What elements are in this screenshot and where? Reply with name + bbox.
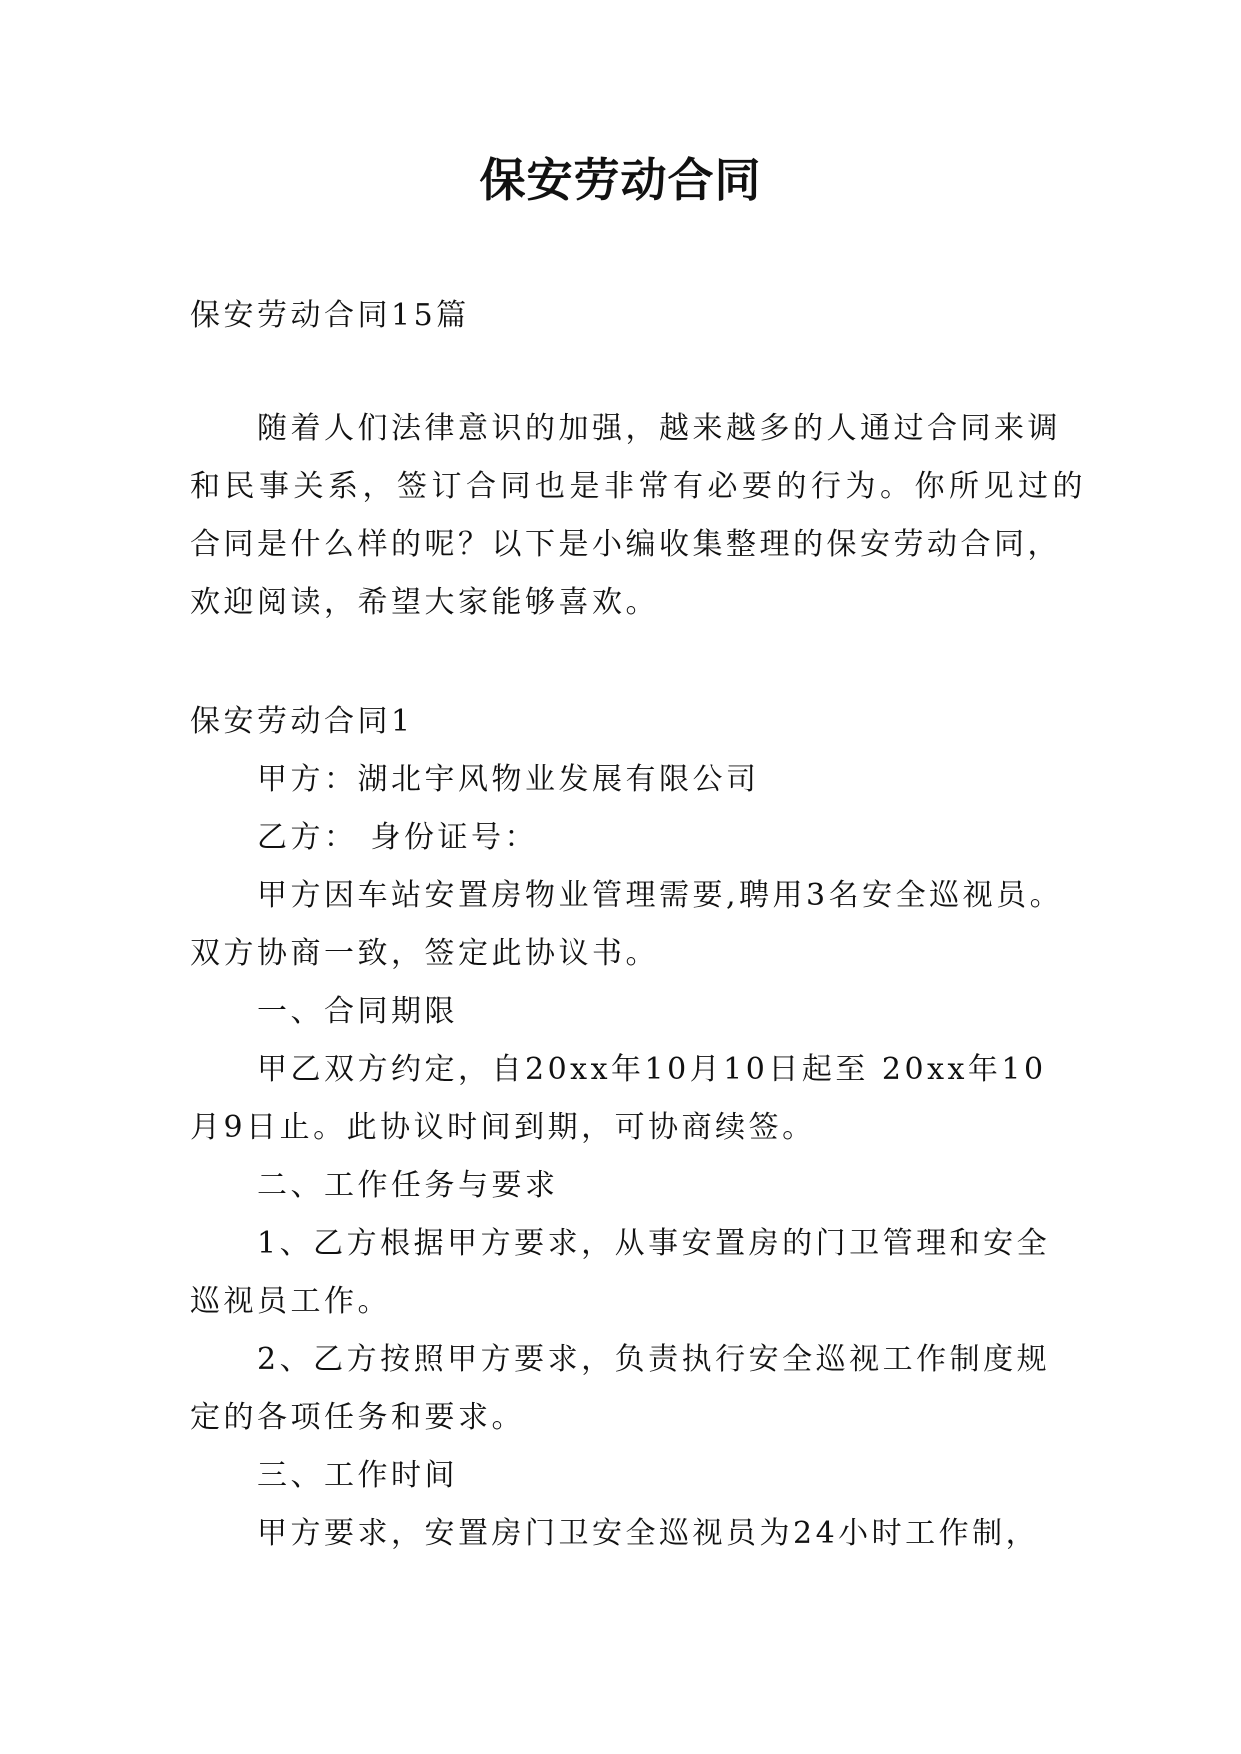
body-line: 2、乙方按照甲方要求，负责执行安全巡视工作制度规 [257,1342,1051,1377]
clause-heading: 三、工作时间 [257,1458,458,1493]
document-title: 保安劳动合同 [479,153,762,207]
body-line: 1、乙方根据甲方要求，从事安置房的门卫管理和安全 [257,1226,1051,1261]
intro-line: 和民事关系，签订合同也是非常有必要的行为。你所见过的 [190,469,1087,504]
intro-line: 随着人们法律意识的加强，越来越多的人通过合同来调 [257,411,1061,446]
body-line: 甲方因车站安置房物业管理需要,聘用3名安全巡视员。 [257,878,1064,913]
body-line: 定的各项任务和要求。 [190,1400,525,1435]
body-line: 巡视员工作。 [190,1284,391,1319]
body-line: 月9日止。此协议时间到期，可协商续签。 [190,1110,816,1145]
party-b-line: 乙方： 身份证号： [257,820,539,855]
body-line: 甲乙双方约定，自20xx年10月10日起至 20xx年10 [257,1052,1047,1087]
body-line: 双方协商一致，签定此协议书。 [190,936,659,971]
clause-heading: 二、工作任务与要求 [257,1168,559,1203]
party-a-line: 甲方：湖北宇风物业发展有限公司 [257,762,760,797]
document-subtitle: 保安劳动合同15篇 [190,298,470,333]
clause-heading: 一、合同期限 [257,994,458,1029]
body-line: 甲方要求，安置房门卫安全巡视员为24小时工作制， [257,1516,1040,1551]
intro-line: 合同是什么样的呢？以下是小编收集整理的保安劳动合同， [190,527,1061,562]
intro-line: 欢迎阅读，希望大家能够喜欢。 [190,585,659,620]
section-heading: 保安劳动合同1 [190,704,414,739]
